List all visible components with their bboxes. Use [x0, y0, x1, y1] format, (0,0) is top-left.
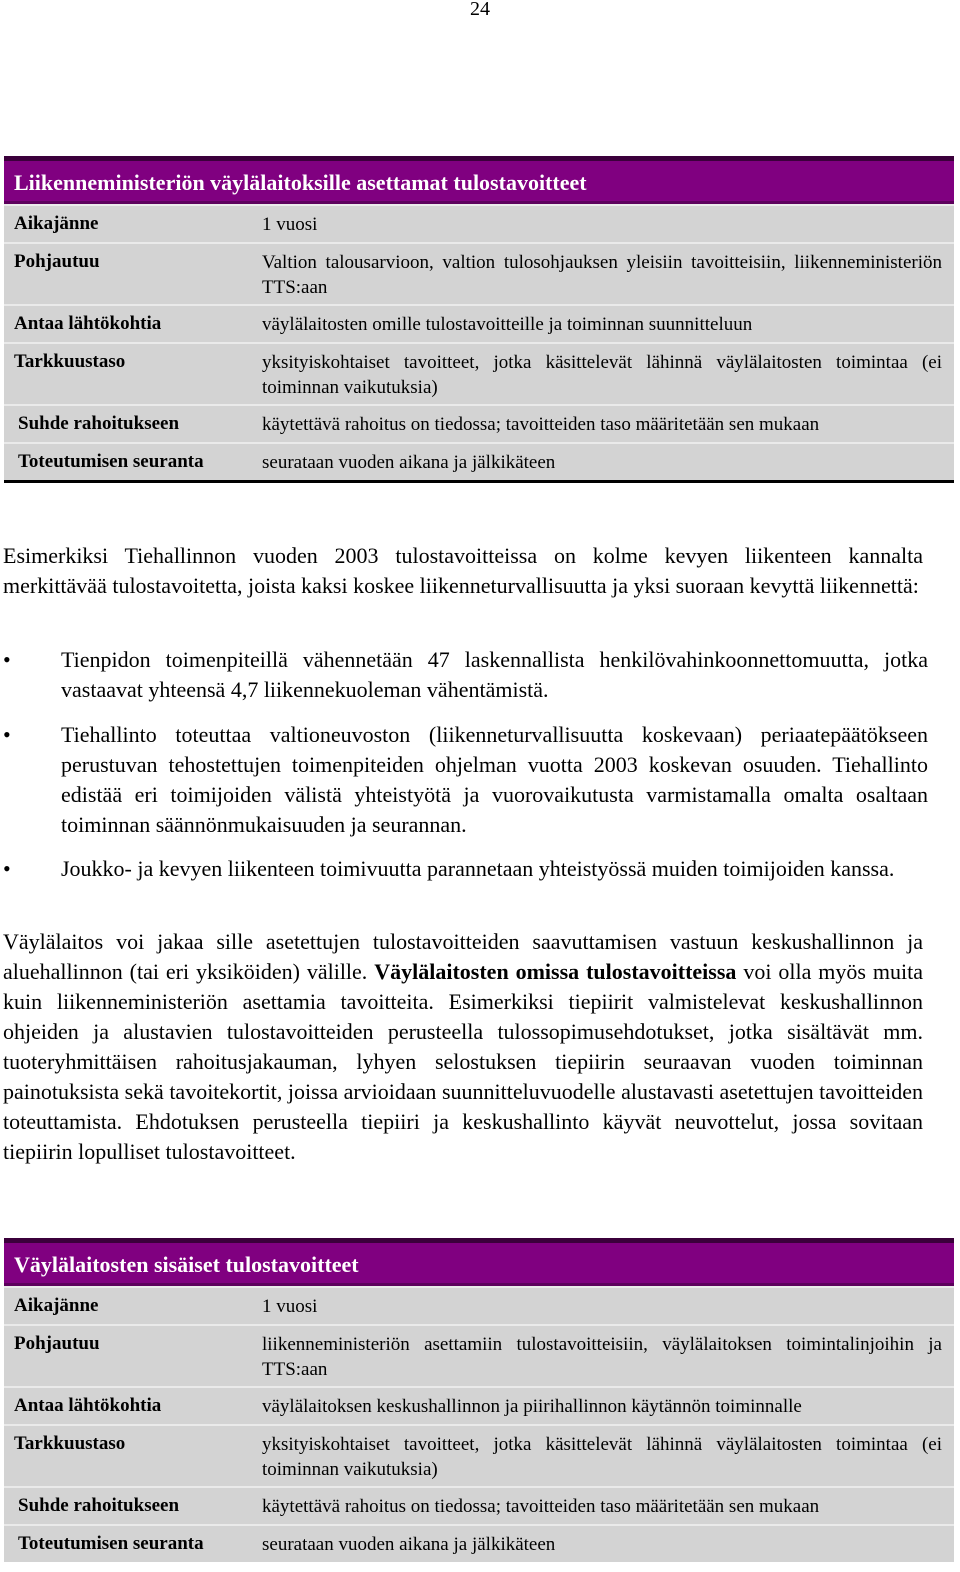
- body-paragraph: [3, 927, 923, 1167]
- row-label: Antaa lähtökohtia: [14, 1395, 162, 1416]
- row-value: väylälaitosten omille tulostavoitteille ja toiminnan suunnitteluun: [262, 314, 753, 335]
- list-item-text: Tienpidon toimenpiteillä vähennetään 47 laskennallista henkilövahinkoonnettomuutta, jotka vastaavat yhteensä 4,7 liikennekuoleman vähentämistä.: [61, 647, 928, 702]
- paragraph-text: voi olla myös muita kuin liikenneministeriön asettamia tavoitteita. Esimerkiksi tiepiirit valmistelevat keskushallinnon ohjeiden ja alustavien tulostavoitteiden perusteella tulossopimusehdotukset, jotka sisältävät mm. tuoteryhmittäisen rahoitusjakauman, lyhyen selostuksen tiepiirin seuraavan vuoden toiminnan painotuksista sekä tavoitekortit, joissa arvioidaan suunnitteluvuodelle alustavasti asetettujen tavoitteiden toteuttamista. Ehdotuksen perusteella tiepiiri ja keskushallinto käyvät neuvottelut, jossa sovitaan tiepiirin lopulliset tulostavoitteet.: [3, 959, 923, 1164]
- row-value: seurataan vuoden aikana ja jälkikäteen: [262, 452, 556, 473]
- table-title: Liikenneministeriön väylälaitoksille asettamat tulostavoitteet: [4, 156, 954, 204]
- table-row: [4, 1324, 954, 1386]
- row-value: 1 vuosi: [262, 214, 318, 235]
- row-label: Tarkkuustaso: [14, 1433, 126, 1454]
- row-label: Aikajänne: [14, 1295, 99, 1316]
- list-item-text: Tiehallinto toteuttaa valtioneuvoston (liikenneturvallisuutta koskevaan) periaatepäätökseen perustuvan tehostettujen toimenpiteiden ohjelman vuotta 2003 koskevan osuuden. Tiehallinto edistää eri toimijoiden välistä yhteistyötä ja vuorovaikutusta varmistamalla omalta osaltaan toiminnan säännönmukaisuuden ja seurannan.: [61, 722, 928, 837]
- table-row: [4, 242, 954, 304]
- list-item: [3, 720, 928, 840]
- paragraph-emphasis: Väylälaitosten omissa tulostavoitteissa: [374, 959, 737, 984]
- table-row: [4, 204, 954, 242]
- row-value: Valtion talousarvioon, valtion tulosohjauksen yleisiin tavoitteisiin, liikenneministeriön TTS:aan: [262, 252, 942, 298]
- table-title: Väylälaitosten sisäiset tulostavoitteet: [4, 1238, 954, 1286]
- table-row: [4, 442, 954, 480]
- row-value: seurataan vuoden aikana ja jälkikäteen: [262, 1534, 556, 1555]
- table-row: [4, 1524, 954, 1562]
- bullet-icon: •: [3, 722, 11, 747]
- bullet-icon: •: [3, 647, 11, 672]
- table-row: [4, 304, 954, 342]
- row-label: Suhde rahoitukseen: [18, 1495, 180, 1516]
- row-value: yksityiskohtaiset tavoitteet, jotka käsittelevät lähinnä väylälaitosten toimintaa (ei toiminnan vaikutuksia): [262, 352, 942, 398]
- table-row: [4, 342, 954, 404]
- row-value: käytettävä rahoitus on tiedossa; tavoitteiden taso määritetään sen mukaan: [262, 414, 820, 435]
- table-bottom-rule: [4, 480, 954, 483]
- goals-table-ministry: [4, 156, 954, 483]
- row-label: Toteutumisen seuranta: [18, 1533, 204, 1554]
- intro-paragraph: Esimerkiksi Tiehallinnon vuoden 2003 tulostavoitteissa on kolme kevyen liikenteen kannalta merkittävää tulostavoitetta, joista kaksi koskee liikenneturvallisuutta ja yksi suoraan kevyttä liikennettä:: [3, 543, 923, 598]
- list-item: [3, 645, 928, 705]
- row-label: Pohjautuu: [14, 251, 100, 272]
- list-item-text: Joukko- ja kevyen liikenteen toimivuutta parannetaan yhteistyössä muiden toimijoiden kanssa.: [61, 856, 895, 881]
- table-row: [4, 1424, 954, 1486]
- table-row: [4, 1386, 954, 1424]
- table-row: [4, 1486, 954, 1524]
- bullet-icon: •: [3, 856, 11, 881]
- row-value: väylälaitoksen keskushallinnon ja piirihallinnon käytännön toiminnalle: [262, 1396, 802, 1417]
- paragraph-text: Väylälaitos voi jakaa sille asetettujen tulostavoitteiden saavuttamisen vastuun keskushallinnon ja aluehallinnon (tai eri yksiköiden) välille.: [3, 929, 923, 984]
- row-value: liikenneministeriön asettamiin tulostavoitteisiin, väylälaitoksen toimintalinjoihin ja TTS:aan: [262, 1334, 942, 1380]
- table-row: [4, 404, 954, 442]
- row-label: Tarkkuustaso: [14, 351, 126, 372]
- goals-table-internal: [4, 1238, 954, 1562]
- row-label: Toteutumisen seuranta: [18, 451, 204, 472]
- row-value: käytettävä rahoitus on tiedossa; tavoitteiden taso määritetään sen mukaan: [262, 1496, 820, 1517]
- row-value: yksityiskohtaiset tavoitteet, jotka käsittelevät lähinnä väylälaitosten toimintaa (ei toiminnan vaikutuksia): [262, 1434, 942, 1480]
- row-value: 1 vuosi: [262, 1296, 318, 1317]
- table-row: [4, 1286, 954, 1324]
- page-number: 24: [470, 0, 490, 20]
- row-label: Antaa lähtökohtia: [14, 313, 162, 334]
- row-label: Pohjautuu: [14, 1333, 100, 1354]
- row-label: Suhde rahoitukseen: [18, 413, 180, 434]
- list-item: [3, 854, 928, 884]
- row-label: Aikajänne: [14, 213, 99, 234]
